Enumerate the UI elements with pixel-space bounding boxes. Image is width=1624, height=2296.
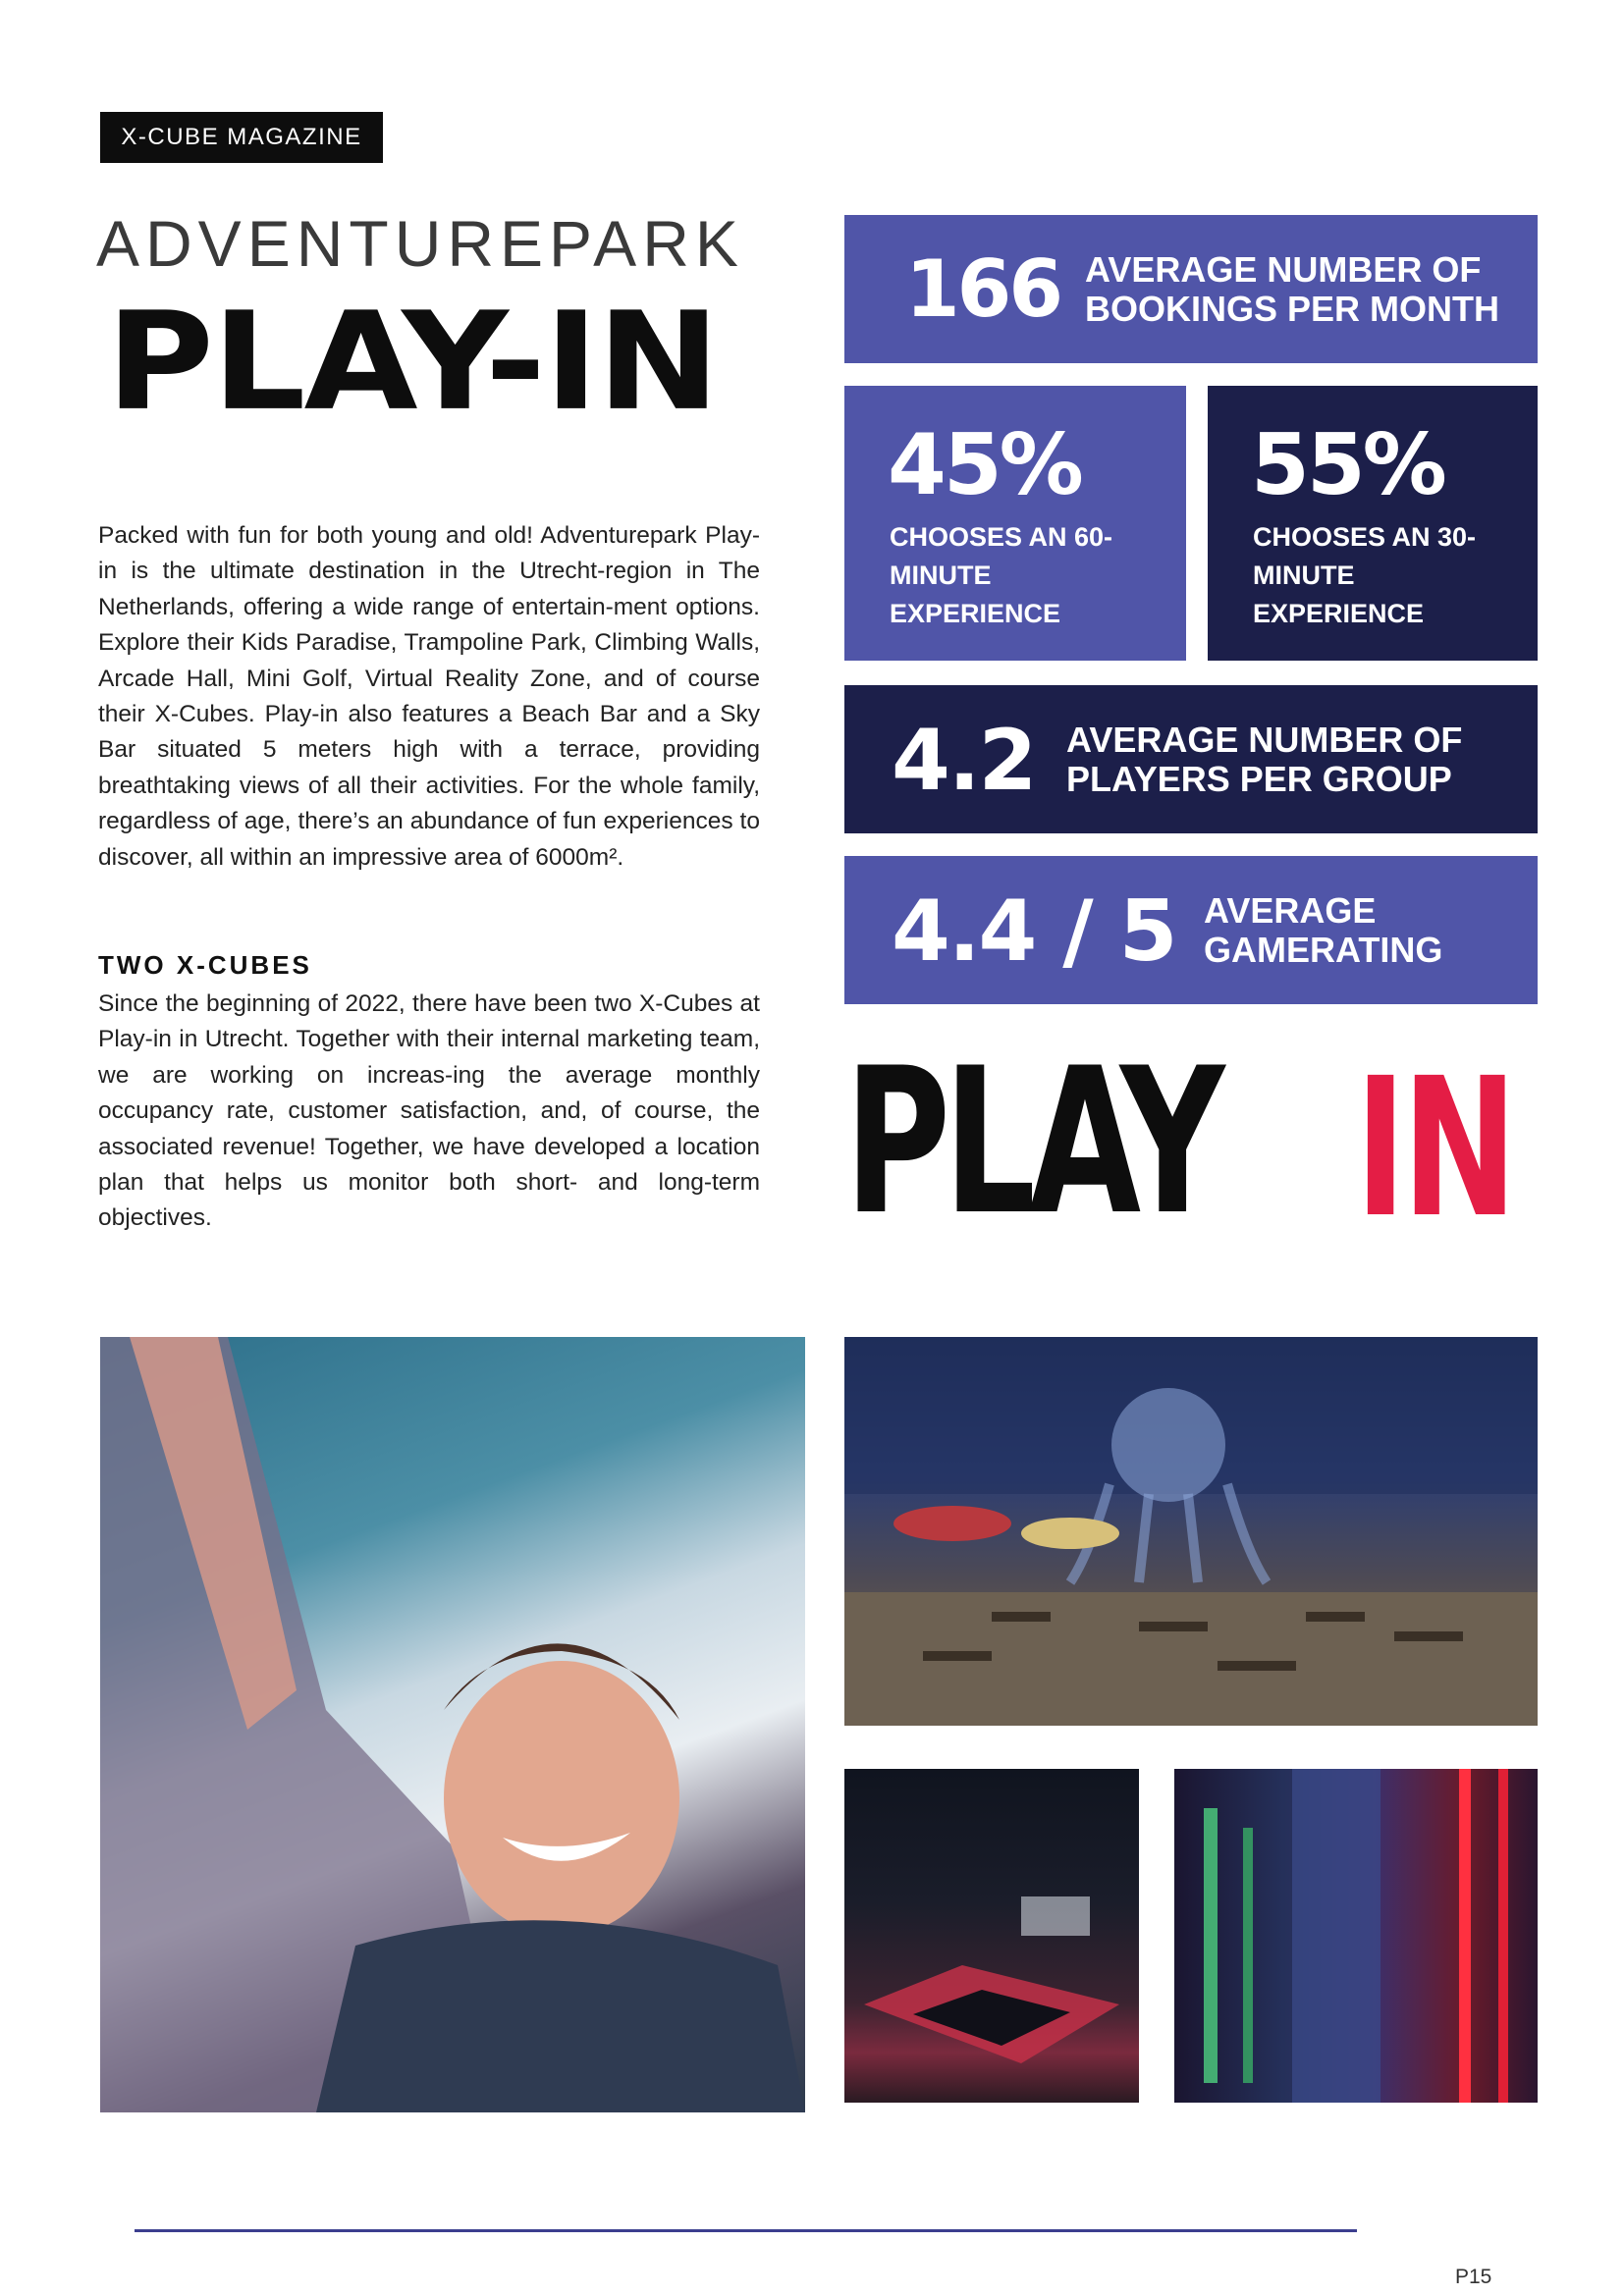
stat-thirty-label: CHOOSES AN 30-MINUTE EXPERIENCE [1253, 522, 1477, 628]
photo-food-court [844, 1337, 1538, 1726]
stat-sixty-minute [844, 386, 1186, 661]
stat-rating-label: AVERAGE GAMERATING [1204, 890, 1443, 970]
footer-rule [135, 2229, 1357, 2232]
stat-sixty-label: CHOOSES AN 60-MINUTE EXPERIENCE [890, 522, 1113, 628]
photo-smiling-boy [100, 1337, 805, 2112]
photo-food-court-illustration [844, 1337, 1538, 1726]
article-title: PLAY-IN [106, 283, 719, 442]
article-kicker: ADVENTUREPARK [96, 207, 744, 280]
stat-rating [844, 856, 1538, 1004]
photo-trampoline-illustration [844, 1769, 1139, 2103]
play-in-logo [844, 1026, 1538, 1259]
section-heading: TWO X-CUBES [98, 950, 312, 980]
photo-smiling-boy-illustration [100, 1337, 805, 2112]
photo-climbing-illustration [1174, 1769, 1538, 2103]
magazine-tag: X-CUBE MAGAZINE [100, 112, 383, 163]
logo-word-play: PLAY [844, 1026, 1218, 1259]
stat-players-value: 4.2 [892, 712, 1036, 810]
stat-thirty-value: 55% [1251, 416, 1444, 514]
page-number: P15 [1455, 2266, 1492, 2288]
stat-players [844, 685, 1538, 833]
stat-players-label: AVERAGE NUMBER OF PLAYERS PER GROUP [1066, 720, 1463, 799]
intro-paragraph: Packed with fun for both young and old! Adventurepark Play-in is the ultimate destination in the Utrecht-region in The Netherlands, offering a wide range of entertain-ment options. Explore their Kids Paradise, Trampoline Park, Climbing Walls, Arcade Hall, Mini Golf, Virtual Reality Zone, and of course their X-Cubes. Play-in also features a Beach Bar and a Sky Bar situated 5 meters high with a terrace, providing breathtaking views of all their activities. For the whole family, regardless of age, there’s an abundance of fun experiences to discover, all within an impressive area of 6000m². [98, 522, 760, 871]
photo-trampoline-park [844, 1769, 1139, 2103]
section-paragraph: Since the beginning of 2022, there have been two X-Cubes at Play-in in Utrecht. Together with their internal marketing team, we are working on increas-ing the average monthly occupancy rate, customer satisfaction, and, of course, the associated revenue! Together, we have developed a location plan that helps us monitor both short- and long-term objectives. [98, 990, 760, 1232]
stat-bookings-value: 166 [905, 243, 1060, 335]
stat-bookings-label: AVERAGE NUMBER OF BOOKINGS PER MONTH [1085, 249, 1500, 329]
stat-sixty-value: 45% [888, 416, 1081, 514]
stat-rating-value: 4.4 / 5 [892, 882, 1176, 981]
photo-climbing-walls [1174, 1769, 1538, 2103]
stat-bookings [844, 215, 1538, 363]
logo-word-in: IN [1355, 1037, 1514, 1259]
stat-thirty-minute [1208, 386, 1538, 661]
